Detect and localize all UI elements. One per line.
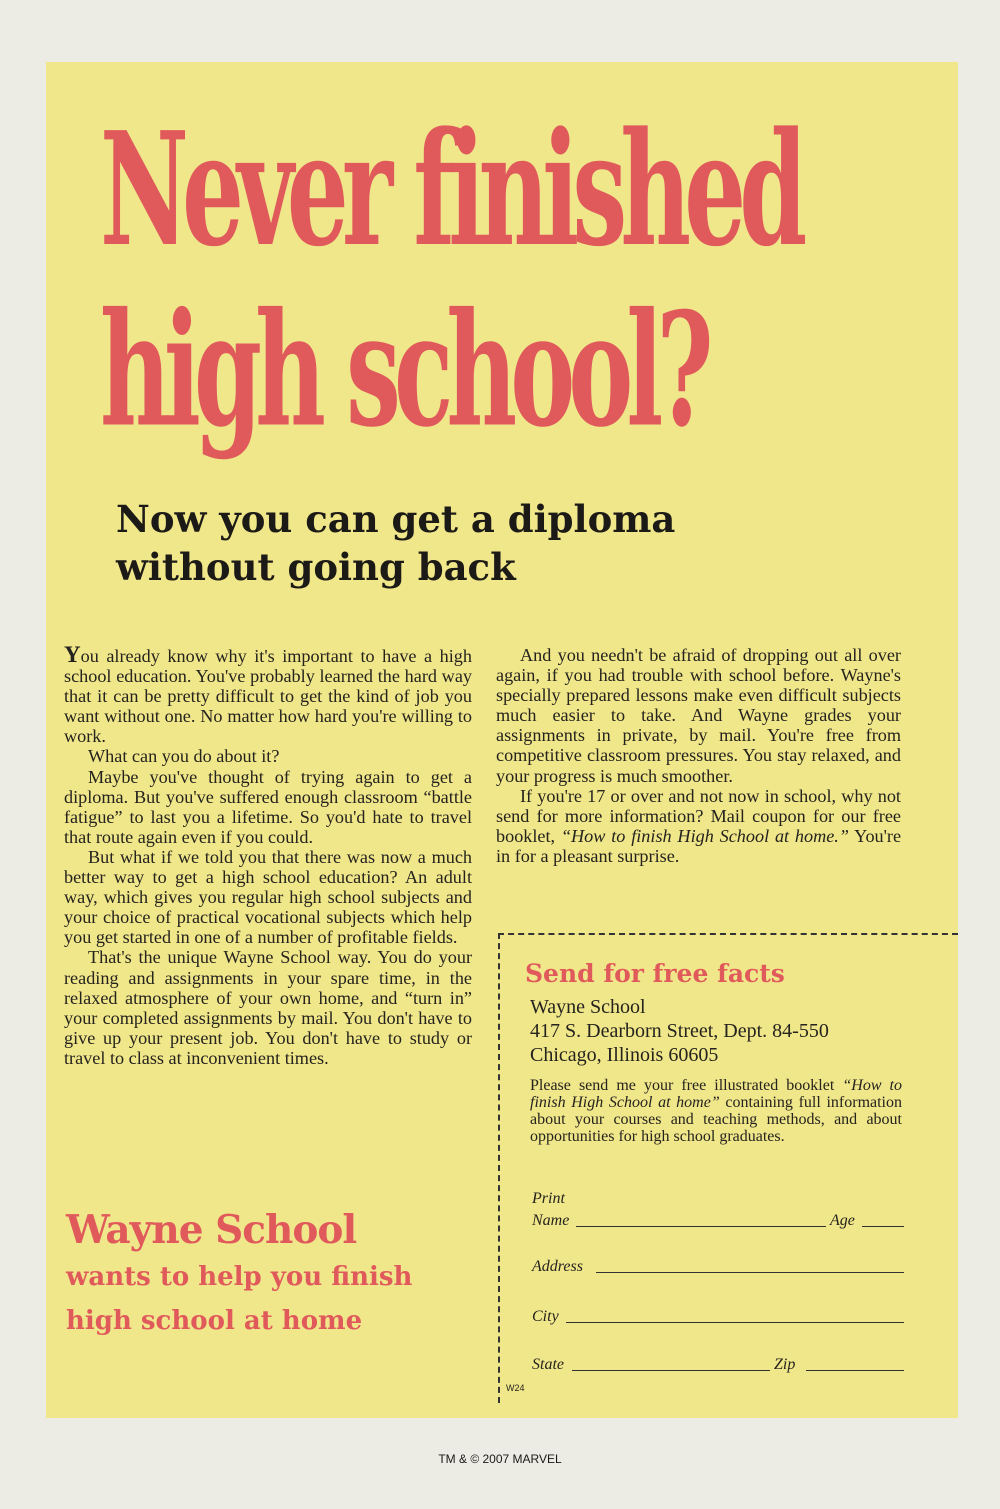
address-field[interactable] [596,1272,904,1273]
city-state-zip: Chicago, Illinois 60605 [530,1044,719,1066]
mail-coupon [498,933,958,1403]
promo-title: Wayne School [66,1207,357,1253]
zip-label: Zip [774,1356,796,1373]
subheadline-line-1: Now you can get a diploma [116,497,676,541]
address-label: Address [532,1258,583,1275]
headline-line-2: high school? [100,279,707,463]
body-paragraph-text: You're in for a pleasant surprise. [496,825,902,866]
address-row [532,1253,904,1275]
state-field[interactable] [572,1370,770,1371]
age-label: Age [830,1212,855,1229]
body-paragraph-text: If you're 17 or over and not now in school, why not send for more information? Mail coupon for our free booklet, [496,785,901,846]
headline-line-1: Never finished [100,98,801,282]
body-paragraph-text: ou already know why it's important to have a high school education. You've probably learned the hard way that it can be pretty difficult to get the kind of job you want without one. No matter how hard you're willing to work. [64,646,472,747]
name-label: Name [532,1212,570,1229]
copyright-footer: TM & © 2007 MARVEL [438,1452,562,1466]
coupon-request-text [530,1077,902,1145]
body-column-left [64,642,472,1068]
state-label: State [532,1356,564,1373]
drop-cap: Y [64,642,81,667]
promo-line-2: high school at home [66,1306,363,1336]
state-zip-row [532,1351,904,1373]
body-paragraph [64,642,472,747]
city-label: City [532,1308,559,1325]
zip-field[interactable] [806,1370,904,1371]
body-paragraph: But what if we told you that there was now a much better way to get a high school education? An adult way, which gives you regular high school subjects and your choice of practical vocational subjects which help you get started in one of a number of profitable fields. [64,846,472,948]
booklet-title: “How to finish High School at home” [530,1077,902,1111]
body-paragraph: Maybe you've thought of trying again to get a diploma. But you've suffered enough classroom “battle fatigue” to last you a lifetime. So you'd hate to travel that route again even if you could. [64,766,472,847]
name-age-row [532,1207,904,1229]
name-field[interactable] [576,1226,826,1227]
mailing-address [530,995,829,1067]
coupon-code: W24 [506,1383,525,1393]
headline [100,98,801,463]
school-name: Wayne School [530,996,646,1018]
subheadline-line-2: without going back [116,545,516,589]
body-paragraph: And you needn't be afraid of dropping out all over again, if you had trouble with school before. Wayne's specially prepared lessons make even difficult subjects much easier to take. And Wayne grades your assignments in private, by mail. You're free from competitive classroom pressures. You stay relaxed, and your progress is much smoother. [496,645,901,786]
subheadline [116,495,675,591]
body-column-right [496,645,901,866]
city-field[interactable] [566,1322,904,1323]
promo-line-1: wants to help you finish [66,1262,413,1292]
city-row [532,1303,904,1325]
request-text: Please send me your free illustrated booklet [530,1077,835,1094]
body-paragraph [496,786,901,866]
body-paragraph: That's the unique Wayne School way. You do your reading and assignments in your spare time, in the relaxed atmosphere of your own home, and “turn in” your completed assignments by mail. You don't have to give up your present job. You don't have to study or travel to class at inconvenient times. [64,947,472,1068]
street-address: 417 S. Dearborn Street, Dept. 84-550 [530,1020,829,1042]
request-text: containing full information about your courses and teaching methods, and about opportunities for high school graduates. [530,1094,902,1145]
coupon-title: Send for free facts [525,959,785,988]
age-field[interactable] [862,1226,904,1227]
body-paragraph: What can you do about it? [88,746,280,767]
print-label: Print [532,1190,565,1207]
wayne-school-promo [66,1205,412,1343]
booklet-title: “How to finish High School at home.” [560,825,849,846]
